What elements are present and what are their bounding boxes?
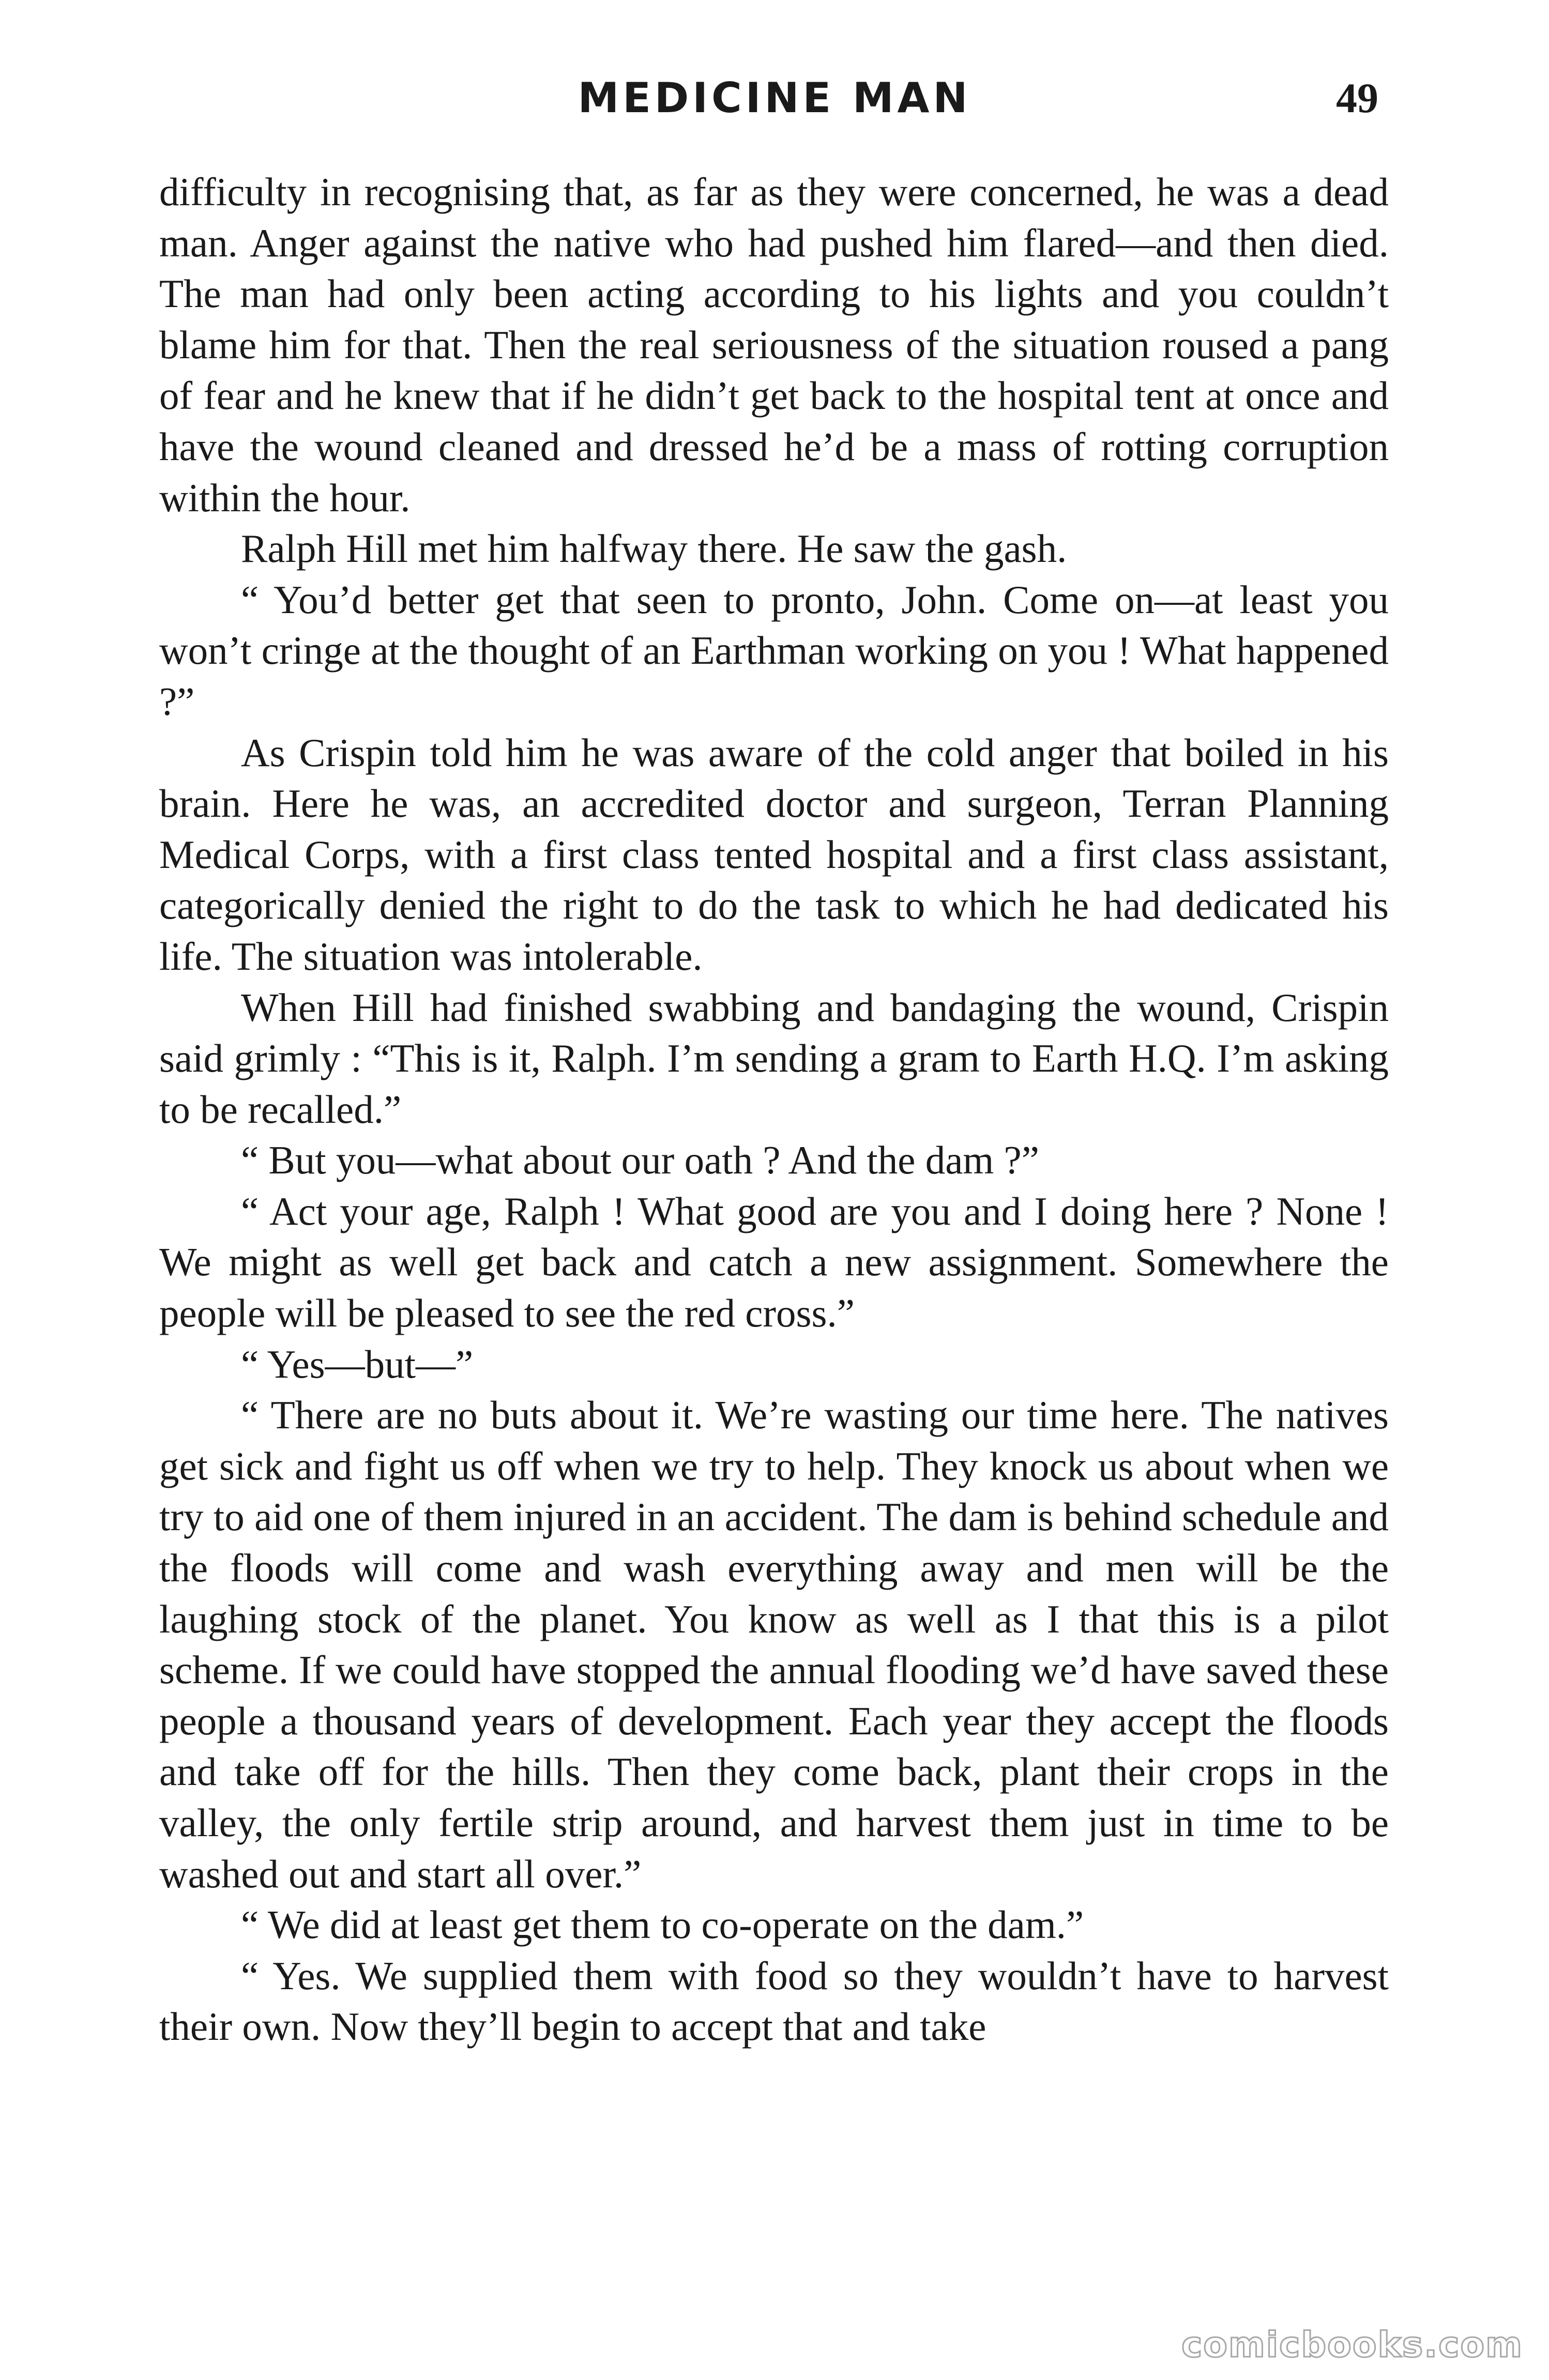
paragraph: “ Act your age, Ralph ! What good are you and I doing here ? None ! We might as well get back and catch a new assignment. Somewhere the people will be pleased to see the red cross.” — [159, 1188, 1389, 1336]
body-text — [159, 166, 1389, 2052]
paragraph: “ You’d better get that seen to pronto, John. Come on—at least you won’t cringe at the thought of an Earthman working on you ! What happened ?” — [159, 577, 1389, 724]
running-title: MEDICINE MAN — [578, 74, 971, 122]
page-number: 49 — [1336, 74, 1378, 121]
paragraph: As Crispin told him he was aware of the cold anger that boiled in his brain. Here he was, an accredited doctor and surgeon, Terran Planning Medical Corps, with a first class tented hospital and a first class assistant, categorically denied the right to do the task to which he had dedicated his life. The situation was intolerable. — [159, 730, 1389, 979]
paragraph: “ We did at least get them to co-operate on the dam.” — [241, 1902, 1084, 1947]
paragraph: “ Yes—but—” — [241, 1341, 474, 1386]
paragraph: difficulty in recognising that, as far as they were concerned, he was a dead man. Anger against the native who had pushed him flared—and then died. The man had only been acting according to his lights and you couldn’t blame him for that. Then the real seriousness of the situation roused a pang of fear and he knew that if he didn’t get back to the hospital tent at once and have the wound cleaned and dressed he’d be a mass of rotting corruption within the hour. — [159, 170, 1389, 520]
paragraph: “ But you—what about our oath ? And the dam ?” — [241, 1138, 1039, 1183]
paragraph: Ralph Hill met him halfway there. He saw the gash. — [241, 526, 1067, 571]
running-head — [0, 70, 1549, 127]
paragraph: “ There are no buts about it. We’re wasting our time here. The natives get sick and fight us off when we try to help. They knock us about when we try to aid one of them injured in an accident. The dam is behind schedule and the floods will come and wash everything away and men will be the laughing stock of the planet. You know as well as I that this is a pilot scheme. If we could have stopped the annual flooding we’d have saved these people a thousand years of development. Each year they accept the floods and take off for the hills. Then they come back, plant their crops in the valley, the only fertile strip around, and harvest them just in time to be washed out and start all over.” — [159, 1393, 1389, 1896]
paragraph: “ Yes. We supplied them with food so they wouldn’t have to harvest their own. Now they’ll begin to accept that and take — [159, 1953, 1389, 2049]
watermark: comicbooks.com — [1181, 2325, 1523, 2366]
paragraph: When Hill had finished swabbing and bandaging the wound, Crispin said grimly : “This is it, Ralph. I’m sending a gram to Earth H.Q. I’m asking to be recalled.” — [159, 985, 1389, 1132]
